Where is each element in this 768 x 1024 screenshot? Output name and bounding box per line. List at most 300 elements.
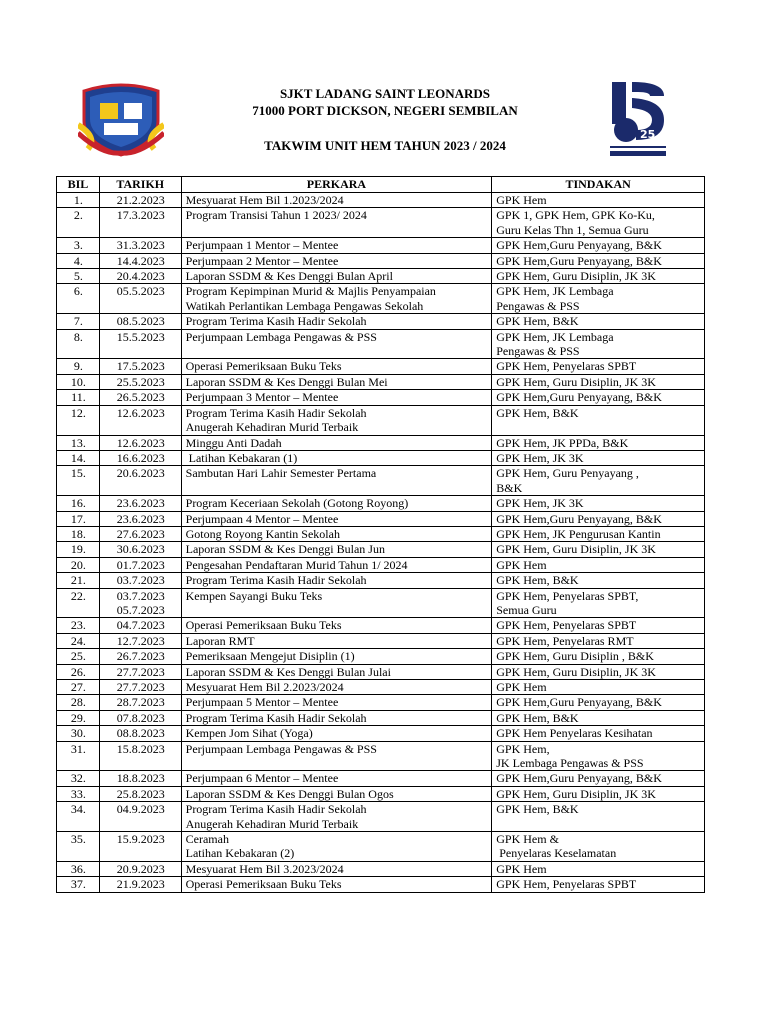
cell-tarikh-line: 21.9.2023 <box>116 877 165 892</box>
cell-tarikh <box>99 786 181 801</box>
cell-bil: 21. <box>57 573 100 588</box>
cell-tarikh-line: 12.7.2023 <box>116 633 165 648</box>
table-row <box>57 253 705 268</box>
cell-tarikh <box>99 832 181 862</box>
cell-tindakan-line: GPK Hem <box>496 861 547 876</box>
cell-tarikh-line: 07.8.2023 <box>116 710 165 725</box>
cell-tarikh <box>99 284 181 314</box>
cell-tindakan-line: GPK Hem, Penyelaras SPBT <box>496 877 637 892</box>
cell-perkara <box>181 771 492 786</box>
cell-tarikh <box>99 633 181 648</box>
cell-perkara <box>181 695 492 710</box>
cell-bil: 35. <box>57 832 100 862</box>
table-row <box>57 314 705 329</box>
cell-tindakan <box>492 193 705 208</box>
cell-tindakan <box>492 390 705 405</box>
document-title: TAKWIM UNIT HEM TAHUN 2023 / 2024 <box>264 138 506 153</box>
cell-perkara-line: Perjumpaan Lembaga Pengawas & PSS <box>185 741 377 756</box>
cell-bil: 31. <box>57 741 100 771</box>
cell-perkara <box>181 374 492 389</box>
cell-tindakan-line: GPK Hem, Penyelaras SPBT <box>496 359 637 374</box>
cell-bil: 24. <box>57 633 100 648</box>
cell-tarikh-line: 15.5.2023 <box>116 329 165 344</box>
cell-tindakan-line: JK Lembaga Pengawas & PSS <box>496 756 644 771</box>
cell-perkara <box>181 649 492 664</box>
cell-perkara-line: Program Terima Kasih Hadir Sekolah <box>185 573 367 588</box>
cell-tarikh-line: 04.9.2023 <box>116 802 165 817</box>
cell-tindakan-line: GPK Hem, Guru Disiplin, JK 3K <box>496 374 656 389</box>
cell-perkara <box>181 450 492 465</box>
anniversary-logo <box>606 80 670 160</box>
cell-perkara <box>181 284 492 314</box>
cell-tindakan-line: GPK Hem, JK 3K <box>496 496 584 511</box>
cell-tarikh <box>99 238 181 253</box>
cell-tindakan <box>492 802 705 832</box>
cell-tarikh-line: 05.5.2023 <box>116 284 165 299</box>
cell-tindakan <box>492 466 705 496</box>
cell-perkara-line: Program Terima Kasih Hadir Sekolah <box>185 405 367 420</box>
cell-tarikh-line: 03.7.2023 <box>116 573 165 588</box>
cell-bil: 20. <box>57 557 100 572</box>
cell-tindakan-line: GPK Hem, JK PPDa, B&K <box>496 435 629 450</box>
table-row <box>57 771 705 786</box>
cell-tarikh <box>99 573 181 588</box>
cell-tindakan <box>492 405 705 435</box>
cell-tarikh <box>99 390 181 405</box>
cell-tindakan-line: GPK Hem, JK Lembaga <box>496 284 614 299</box>
cell-tarikh <box>99 649 181 664</box>
cell-tarikh-line: 15.8.2023 <box>116 741 165 756</box>
cell-perkara-line: Pengesahan Pendaftaran Murid Tahun 1/ 2024 <box>185 557 408 572</box>
cell-tarikh-line: 26.7.2023 <box>116 649 165 664</box>
cell-tindakan <box>492 771 705 786</box>
cell-perkara-line: Laporan SSDM & Kes Denggi Bulan Jun <box>185 542 385 557</box>
cell-perkara-line: Program Keceriaan Sekolah (Gotong Royong) <box>185 496 409 511</box>
cell-perkara <box>181 618 492 633</box>
cell-tarikh <box>99 680 181 695</box>
cell-perkara-line: Latihan Kebakaran (2) <box>185 846 295 861</box>
cell-tarikh-line: 27.7.2023 <box>116 664 165 679</box>
cell-perkara-line: Watikah Perlantikan Lembaga Pengawas Sekolah <box>185 298 424 313</box>
cell-bil: 22. <box>57 588 100 618</box>
table-header-row <box>57 177 705 193</box>
cell-perkara <box>181 588 492 618</box>
cell-bil: 1. <box>57 193 100 208</box>
table-row <box>57 359 705 374</box>
cell-perkara-line: Laporan SSDM & Kes Denggi Bulan Mei <box>185 374 388 389</box>
cell-tarikh-line: 08.8.2023 <box>116 726 165 741</box>
cell-perkara <box>181 359 492 374</box>
cell-bil: 19. <box>57 542 100 557</box>
header-bil: BIL <box>57 177 100 193</box>
cell-tarikh <box>99 253 181 268</box>
schedule-table <box>56 176 705 893</box>
cell-tindakan <box>492 832 705 862</box>
cell-perkara <box>181 435 492 450</box>
cell-perkara <box>181 726 492 741</box>
cell-tindakan-line: GPK Hem, B&K <box>496 405 579 420</box>
cell-tarikh <box>99 269 181 284</box>
cell-perkara-line: Laporan SSDM & Kes Denggi Bulan Ogos <box>185 786 394 801</box>
cell-bil: 11. <box>57 390 100 405</box>
cell-tarikh-line: 08.5.2023 <box>116 314 165 329</box>
cell-bil: 7. <box>57 314 100 329</box>
cell-perkara <box>181 314 492 329</box>
cell-tindakan-line: GPK Hem, JK Lembaga <box>496 329 614 344</box>
table-row <box>57 193 705 208</box>
cell-bil: 3. <box>57 238 100 253</box>
cell-bil: 14. <box>57 450 100 465</box>
cell-perkara-line: Perjumpaan 6 Mentor – Mentee <box>185 771 339 786</box>
cell-tindakan <box>492 861 705 876</box>
cell-bil: 13. <box>57 435 100 450</box>
table-row <box>57 741 705 771</box>
cell-tindakan-line: GPK Hem, <box>496 741 550 756</box>
cell-tindakan <box>492 695 705 710</box>
cell-tarikh <box>99 695 181 710</box>
cell-tindakan-line: GPK Hem, Guru Disiplin, JK 3K <box>496 786 656 801</box>
cell-tindakan <box>492 496 705 511</box>
cell-tarikh <box>99 726 181 741</box>
cell-tindakan-line: GPK Hem,Guru Penyayang, B&K <box>496 238 662 253</box>
table-row <box>57 390 705 405</box>
cell-tindakan-line: GPK Hem,Guru Penyayang, B&K <box>496 771 662 786</box>
cell-tarikh-line: 04.7.2023 <box>116 618 165 633</box>
cell-tarikh <box>99 542 181 557</box>
cell-perkara-line: Mesyuarat Hem Bil 3.2023/2024 <box>185 861 344 876</box>
table-row <box>57 374 705 389</box>
table-row <box>57 466 705 496</box>
cell-tindakan <box>492 588 705 618</box>
cell-tarikh-line: 25.5.2023 <box>116 374 165 389</box>
cell-tindakan-line: Pengawas & PSS <box>496 344 580 359</box>
cell-tarikh-line: 01.7.2023 <box>116 557 165 572</box>
cell-perkara-line: Anugerah Kehadiran Murid Terbaik <box>185 816 359 831</box>
cell-tarikh-line: 17.3.2023 <box>116 208 165 223</box>
cell-tarikh-line: 27.7.2023 <box>116 680 165 694</box>
cell-tindakan-line: GPK Hem,Guru Penyayang, B&K <box>496 695 662 710</box>
cell-perkara <box>181 466 492 496</box>
cell-tindakan <box>492 633 705 648</box>
cell-tindakan <box>492 542 705 557</box>
cell-tindakan <box>492 435 705 450</box>
header-perkara: PERKARA <box>181 177 492 193</box>
cell-bil: 34. <box>57 802 100 832</box>
cell-perkara-line: Anugerah Kehadiran Murid Terbaik <box>185 420 359 435</box>
cell-tarikh <box>99 359 181 374</box>
cell-tarikh-line: 14.4.2023 <box>116 253 165 268</box>
cell-tarikh <box>99 450 181 465</box>
cell-perkara-line: Kempen Jom Sihat (Yoga) <box>185 726 313 741</box>
badge-number: 25 <box>640 128 656 141</box>
cell-tindakan-line: GPK Hem <box>496 193 547 207</box>
cell-perkara <box>181 741 492 771</box>
cell-tindakan <box>492 314 705 329</box>
cell-perkara-line: Program Transisi Tahun 1 2023/ 2024 <box>185 208 367 223</box>
cell-tarikh-line: 12.6.2023 <box>116 435 165 450</box>
table-row <box>57 526 705 541</box>
cell-tarikh <box>99 466 181 496</box>
cell-bil: 33. <box>57 786 100 801</box>
cell-perkara-line: Perjumpaan 2 Mentor – Mentee <box>185 253 339 268</box>
cell-tarikh <box>99 557 181 572</box>
table-row <box>57 208 705 238</box>
cell-tindakan <box>492 238 705 253</box>
cell-bil: 2. <box>57 208 100 238</box>
cell-tindakan <box>492 284 705 314</box>
table-row <box>57 238 705 253</box>
cell-perkara <box>181 786 492 801</box>
cell-perkara <box>181 877 492 892</box>
cell-tarikh-line: 17.5.2023 <box>116 359 165 374</box>
cell-perkara-line: Minggu Anti Dadah <box>185 435 282 450</box>
cell-perkara-line: Operasi Pemeriksaan Buku Teks <box>185 877 342 892</box>
cell-tindakan-line: GPK Hem, Guru Disiplin, JK 3K <box>496 269 656 284</box>
cell-bil: 4. <box>57 253 100 268</box>
cell-tarikh <box>99 771 181 786</box>
cell-tarikh-line: 25.8.2023 <box>116 786 165 801</box>
cell-tindakan <box>492 877 705 892</box>
cell-perkara-line: Mesyuarat Hem Bil 2.2023/2024 <box>185 680 344 694</box>
cell-perkara-line: Perjumpaan 5 Mentor – Mentee <box>185 695 339 710</box>
cell-perkara-line: Program Kepimpinan Murid & Majlis Penyampaian <box>185 284 436 299</box>
cell-bil: 29. <box>57 710 100 725</box>
cell-bil: 9. <box>57 359 100 374</box>
cell-tindakan-line: GPK Hem,Guru Penyayang, B&K <box>496 253 662 268</box>
cell-bil: 25. <box>57 649 100 664</box>
table-row <box>57 496 705 511</box>
cell-tindakan-line: B&K <box>496 480 523 495</box>
cell-tarikh <box>99 435 181 450</box>
cell-perkara <box>181 238 492 253</box>
table-row <box>57 588 705 618</box>
cell-tindakan <box>492 664 705 679</box>
cell-perkara-line: Gotong Royong Kantin Sekolah <box>185 526 340 541</box>
cell-tindakan <box>492 450 705 465</box>
cell-tarikh <box>99 496 181 511</box>
cell-tarikh <box>99 877 181 892</box>
cell-bil: 8. <box>57 329 100 359</box>
cell-tindakan <box>492 618 705 633</box>
table-row <box>57 802 705 832</box>
cell-tindakan-line: GPK Hem, JK 3K <box>496 450 584 465</box>
cell-perkara <box>181 710 492 725</box>
cell-tindakan-line: GPK Hem Penyelaras Kesihatan <box>496 726 653 741</box>
cell-tarikh <box>99 710 181 725</box>
table-row <box>57 633 705 648</box>
header-tarikh: TARIKH <box>99 177 181 193</box>
cell-tarikh-line: 27.6.2023 <box>116 526 165 541</box>
cell-perkara <box>181 680 492 695</box>
cell-perkara <box>181 557 492 572</box>
cell-tindakan <box>492 374 705 389</box>
cell-bil: 15. <box>57 466 100 496</box>
cell-bil: 30. <box>57 726 100 741</box>
cell-perkara-line: Latihan Kebakaran (1) <box>185 450 298 465</box>
cell-perkara <box>181 253 492 268</box>
cell-tarikh <box>99 329 181 359</box>
cell-tarikh <box>99 618 181 633</box>
table-row <box>57 710 705 725</box>
table-row <box>57 726 705 741</box>
cell-tarikh-line: 15.9.2023 <box>116 832 165 847</box>
cell-tindakan <box>492 511 705 526</box>
cell-perkara <box>181 511 492 526</box>
cell-perkara <box>181 573 492 588</box>
table-row <box>57 664 705 679</box>
cell-bil: 16. <box>57 496 100 511</box>
cell-tarikh-line: 26.5.2023 <box>116 390 165 405</box>
school-name: SJKT LADANG SAINT LEONARDS <box>279 86 491 101</box>
table-row <box>57 542 705 557</box>
cell-tindakan-line: GPK Hem, Penyelaras SPBT <box>496 618 637 633</box>
cell-tarikh-line: 16.6.2023 <box>116 450 165 465</box>
cell-tindakan-line: GPK Hem & <box>496 832 559 847</box>
cell-bil: 23. <box>57 618 100 633</box>
cell-tindakan <box>492 680 705 695</box>
cell-perkara-line: Program Terima Kasih Hadir Sekolah <box>185 314 367 329</box>
cell-tindakan-line: GPK Hem, B&K <box>496 573 579 588</box>
table-row <box>57 511 705 526</box>
cell-tarikh-line: 23.6.2023 <box>116 496 165 511</box>
cell-tindakan <box>492 329 705 359</box>
table-row <box>57 435 705 450</box>
cell-tarikh-line: 18.8.2023 <box>116 771 165 786</box>
cell-tarikh <box>99 314 181 329</box>
cell-tindakan-line: GPK Hem, Guru Disiplin, JK 3K <box>496 664 656 679</box>
cell-tarikh <box>99 588 181 618</box>
cell-bil: 28. <box>57 695 100 710</box>
cell-perkara <box>181 269 492 284</box>
cell-perkara-line: Sambutan Hari Lahir Semester Pertama <box>185 466 377 481</box>
cell-perkara <box>181 633 492 648</box>
table-row <box>57 573 705 588</box>
cell-bil: 6. <box>57 284 100 314</box>
cell-tindakan-line: GPK Hem <box>496 557 547 572</box>
table-row <box>57 557 705 572</box>
cell-tindakan <box>492 269 705 284</box>
cell-tindakan-line: GPK Hem, B&K <box>496 710 579 725</box>
cell-tarikh-line: 12.6.2023 <box>116 405 165 420</box>
table-row <box>57 405 705 435</box>
cell-tindakan-line: GPK Hem, Guru Disiplin, JK 3K <box>496 542 656 557</box>
cell-tindakan-line: Penyelaras Keselamatan <box>496 846 617 861</box>
cell-perkara <box>181 193 492 208</box>
cell-tindakan <box>492 557 705 572</box>
cell-tarikh <box>99 405 181 435</box>
cell-tindakan <box>492 710 705 725</box>
cell-tindakan <box>492 208 705 238</box>
cell-bil: 37. <box>57 877 100 892</box>
cell-tarikh-line: 23.6.2023 <box>116 511 165 526</box>
cell-bil: 36. <box>57 861 100 876</box>
cell-tindakan-line: GPK Hem, JK Pengurusan Kantin <box>496 526 661 541</box>
table-row <box>57 649 705 664</box>
cell-tindakan-line: GPK Hem, Penyelaras RMT <box>496 633 634 648</box>
cell-tindakan-line: GPK Hem <box>496 680 547 694</box>
cell-perkara-line: Pemeriksaan Mengejut Disiplin (1) <box>185 649 355 664</box>
cell-perkara <box>181 390 492 405</box>
cell-perkara-line: Perjumpaan 4 Mentor – Mentee <box>185 511 339 526</box>
cell-tindakan-line: GPK Hem, Guru Penyayang , <box>496 466 639 481</box>
table-row <box>57 618 705 633</box>
cell-tarikh-line: 28.7.2023 <box>116 695 165 710</box>
cell-tarikh <box>99 193 181 208</box>
cell-bil: 12. <box>57 405 100 435</box>
cell-tarikh-line: 20.6.2023 <box>116 466 165 481</box>
cell-perkara-line: Ceramah <box>185 832 229 847</box>
cell-perkara-line: Laporan RMT <box>185 633 255 648</box>
cell-tindakan <box>492 359 705 374</box>
cell-perkara <box>181 861 492 876</box>
table-row <box>57 269 705 284</box>
cell-tindakan-line: GPK Hem,Guru Penyayang, B&K <box>496 511 662 526</box>
cell-perkara <box>181 405 492 435</box>
cell-tarikh <box>99 861 181 876</box>
cell-bil: 18. <box>57 526 100 541</box>
cell-perkara-line: Kempen Sayangi Buku Teks <box>185 588 323 603</box>
cell-tarikh-line: 21.2.2023 <box>116 193 165 207</box>
table-row <box>57 695 705 710</box>
cell-bil: 5. <box>57 269 100 284</box>
school-address: 71000 PORT DICKSON, NEGERI SEMBILAN <box>252 103 518 118</box>
cell-perkara <box>181 802 492 832</box>
cell-perkara-line: Operasi Pemeriksaan Buku Teks <box>185 618 342 633</box>
cell-perkara-line: Perjumpaan 1 Mentor – Mentee <box>185 238 339 253</box>
cell-perkara-line: Program Terima Kasih Hadir Sekolah <box>185 802 367 817</box>
cell-tarikh-line: 05.7.2023 <box>116 602 165 617</box>
document-header <box>0 0 768 175</box>
cell-tarikh <box>99 374 181 389</box>
cell-tindakan <box>492 573 705 588</box>
cell-tarikh-line: 30.6.2023 <box>116 542 165 557</box>
cell-tindakan-line: GPK Hem, B&K <box>496 314 579 329</box>
cell-perkara-line: Operasi Pemeriksaan Buku Teks <box>185 359 342 374</box>
school-crest-logo <box>78 77 164 157</box>
cell-tindakan-line: Pengawas & PSS <box>496 298 580 313</box>
cell-bil: 26. <box>57 664 100 679</box>
cell-tindakan-line: Guru Kelas Thn 1, Semua Guru <box>496 222 649 237</box>
cell-tindakan-line: GPK Hem, B&K <box>496 802 579 817</box>
cell-bil: 27. <box>57 680 100 695</box>
cell-perkara-line: Laporan SSDM & Kes Denggi Bulan April <box>185 269 393 284</box>
cell-perkara-line: Mesyuarat Hem Bil 1.2023/2024 <box>185 193 344 207</box>
cell-tindakan-line: GPK Hem, Guru Disiplin , B&K <box>496 649 654 664</box>
cell-perkara <box>181 542 492 557</box>
cell-tarikh <box>99 526 181 541</box>
cell-tarikh <box>99 664 181 679</box>
cell-bil: 17. <box>57 511 100 526</box>
cell-perkara <box>181 832 492 862</box>
cell-perkara-line: Perjumpaan 3 Mentor – Mentee <box>185 390 339 405</box>
cell-tarikh <box>99 741 181 771</box>
cell-perkara <box>181 664 492 679</box>
cell-tindakan <box>492 526 705 541</box>
cell-bil: 32. <box>57 771 100 786</box>
cell-perkara-line: Laporan SSDM & Kes Denggi Bulan Julai <box>185 664 391 679</box>
cell-tarikh-line: 20.4.2023 <box>116 269 165 284</box>
table-row <box>57 680 705 695</box>
cell-tindakan <box>492 741 705 771</box>
cell-perkara <box>181 526 492 541</box>
cell-tarikh <box>99 802 181 832</box>
cell-bil: 10. <box>57 374 100 389</box>
cell-tindakan <box>492 253 705 268</box>
table-row <box>57 786 705 801</box>
table-row <box>57 861 705 876</box>
cell-perkara <box>181 329 492 359</box>
cell-perkara <box>181 496 492 511</box>
